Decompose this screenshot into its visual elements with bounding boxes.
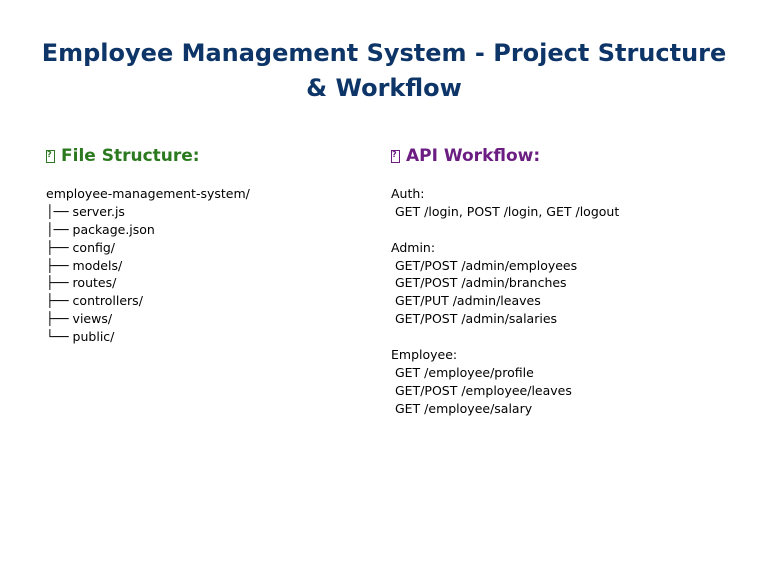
file-structure-heading <box>46 145 366 167</box>
file-tree-item: │── package.json <box>46 221 155 237</box>
file-tree-item: ├── views/ <box>46 311 113 327</box>
api-endpoint-line: GET/POST /admin/salaries <box>391 311 558 327</box>
file-tree <box>46 185 366 346</box>
api-workflow-section <box>391 145 731 418</box>
api-endpoint-line: GET/POST /admin/employees <box>391 257 578 273</box>
slide-title: Employee Management System - Project Structure & Workflow <box>41 39 727 102</box>
api-endpoint-line: GET /login, POST /login, GET /logout <box>391 203 620 219</box>
api-workflow-heading <box>391 145 731 167</box>
file-tree-item: └── public/ <box>46 329 115 345</box>
group-spacer <box>391 328 731 346</box>
file-structure-heading-label: File Structure: <box>61 146 200 166</box>
api-endpoint-line: GET /employee/salary <box>391 400 533 416</box>
api-endpoint-line: GET/PUT /admin/leaves <box>391 293 541 309</box>
file-tree-item: ├── config/ <box>46 239 116 255</box>
api-workflow-heading-label: API Workflow: <box>406 146 541 166</box>
file-tree-item: ├── models/ <box>46 257 123 273</box>
unknown-glyph-icon <box>391 150 400 163</box>
file-tree-root: employee-management-system/ <box>46 186 250 201</box>
api-endpoint-line: GET/POST /employee/leaves <box>391 382 572 398</box>
api-endpoint-line: GET /employee/profile <box>391 364 534 380</box>
api-group-label-employee: Employee: <box>391 347 458 363</box>
file-structure-section <box>46 145 366 346</box>
unknown-glyph-icon <box>46 150 55 163</box>
api-group-label-admin: Admin: <box>391 239 436 255</box>
file-tree-item: │── server.js <box>46 203 125 219</box>
api-group-label-auth: Auth: <box>391 186 425 201</box>
api-list <box>391 185 731 418</box>
file-tree-item: ├── controllers/ <box>46 293 143 309</box>
file-tree-item: ├── routes/ <box>46 275 117 291</box>
group-spacer <box>391 221 731 239</box>
api-endpoint-line: GET/POST /admin/branches <box>391 275 567 291</box>
